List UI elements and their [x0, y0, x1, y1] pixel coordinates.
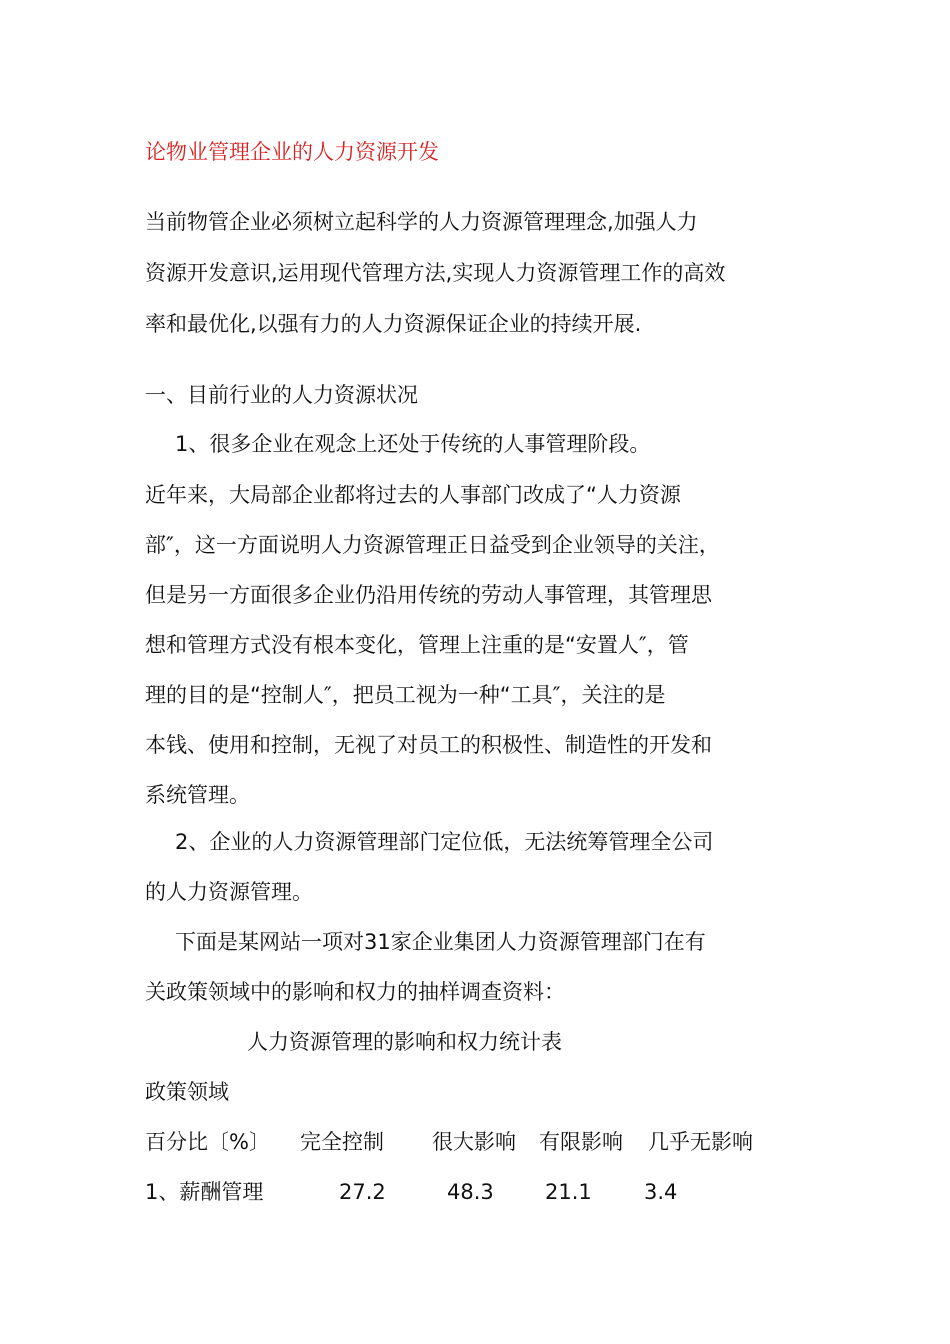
para1-line-3: 但是另一方面很多企业仍沿用传统的劳动人事管理，其管理思 [145, 583, 712, 607]
table-column-full-control: 完全控制 [300, 1130, 384, 1154]
para1-line-2: 部″，这一方面说明人力资源管理正日益受到企业领导的关注， [145, 533, 720, 557]
section-heading-1: 一、目前行业的人力资源状况 [145, 383, 418, 407]
point-1: 1、很多企业在观念上还处于传统的人事管理阶段。 [175, 432, 651, 456]
table-cell-almost-no-influence: 3.4 [644, 1180, 678, 1204]
para1-line-6: 本钱、使用和控制，无视了对员工的积极性、制造性的开发和 [145, 733, 712, 757]
table-row-label: 1、薪酬管理 [145, 1180, 264, 1204]
intro-line-1: 当前物管企业必须树立起科学的人力资源管理理念,加强人力 [145, 210, 698, 234]
table-column-great-influence: 很大影响 [432, 1130, 516, 1154]
intro-line-2: 资源开发意识,运用现代管理方法,实现人力资源管理工作的高效 [145, 261, 726, 285]
para2-line-2: 关政策领域中的影响和权力的抽样调查资料： [145, 980, 565, 1004]
point-2-line-1: 2、企业的人力资源管理部门定位低，无法统筹管理全公司 [175, 830, 714, 854]
point-2-line-2: 的人力资源管理。 [145, 880, 313, 904]
table-header-policy-area: 政策领域 [145, 1080, 229, 1104]
table-cell-great-influence: 48.3 [447, 1180, 494, 1204]
para1-line-7: 系统管理。 [145, 783, 250, 807]
table-title: 人力资源管理的影响和权力统计表 [247, 1030, 562, 1054]
table-column-limited-influence: 有限影响 [539, 1130, 623, 1154]
para1-line-4: 想和管理方式没有根本变化，管理上注重的是“安置人″，管 [145, 633, 689, 657]
intro-line-3: 率和最优化,以强有力的人力资源保证企业的持续开展. [145, 312, 642, 336]
table-cell-limited-influence: 21.1 [545, 1180, 592, 1204]
para2-line-1: 下面是某网站一项对31家企业集团人力资源管理部门在有 [175, 930, 706, 954]
table-column-almost-no-influence: 几乎无影响 [648, 1130, 753, 1154]
table-header-percentage: 百分比〔%〕 [145, 1130, 270, 1154]
para1-line-1: 近年来，大局部企业都将过去的人事部门改成了“人力资源 [145, 483, 681, 507]
table-cell-full-control: 27.2 [339, 1180, 386, 1204]
para1-line-5: 理的目的是“控制人″，把员工视为一种“工具″，关注的是 [145, 683, 666, 707]
document-title: 论物业管理企业的人力资源开发 [145, 140, 439, 164]
